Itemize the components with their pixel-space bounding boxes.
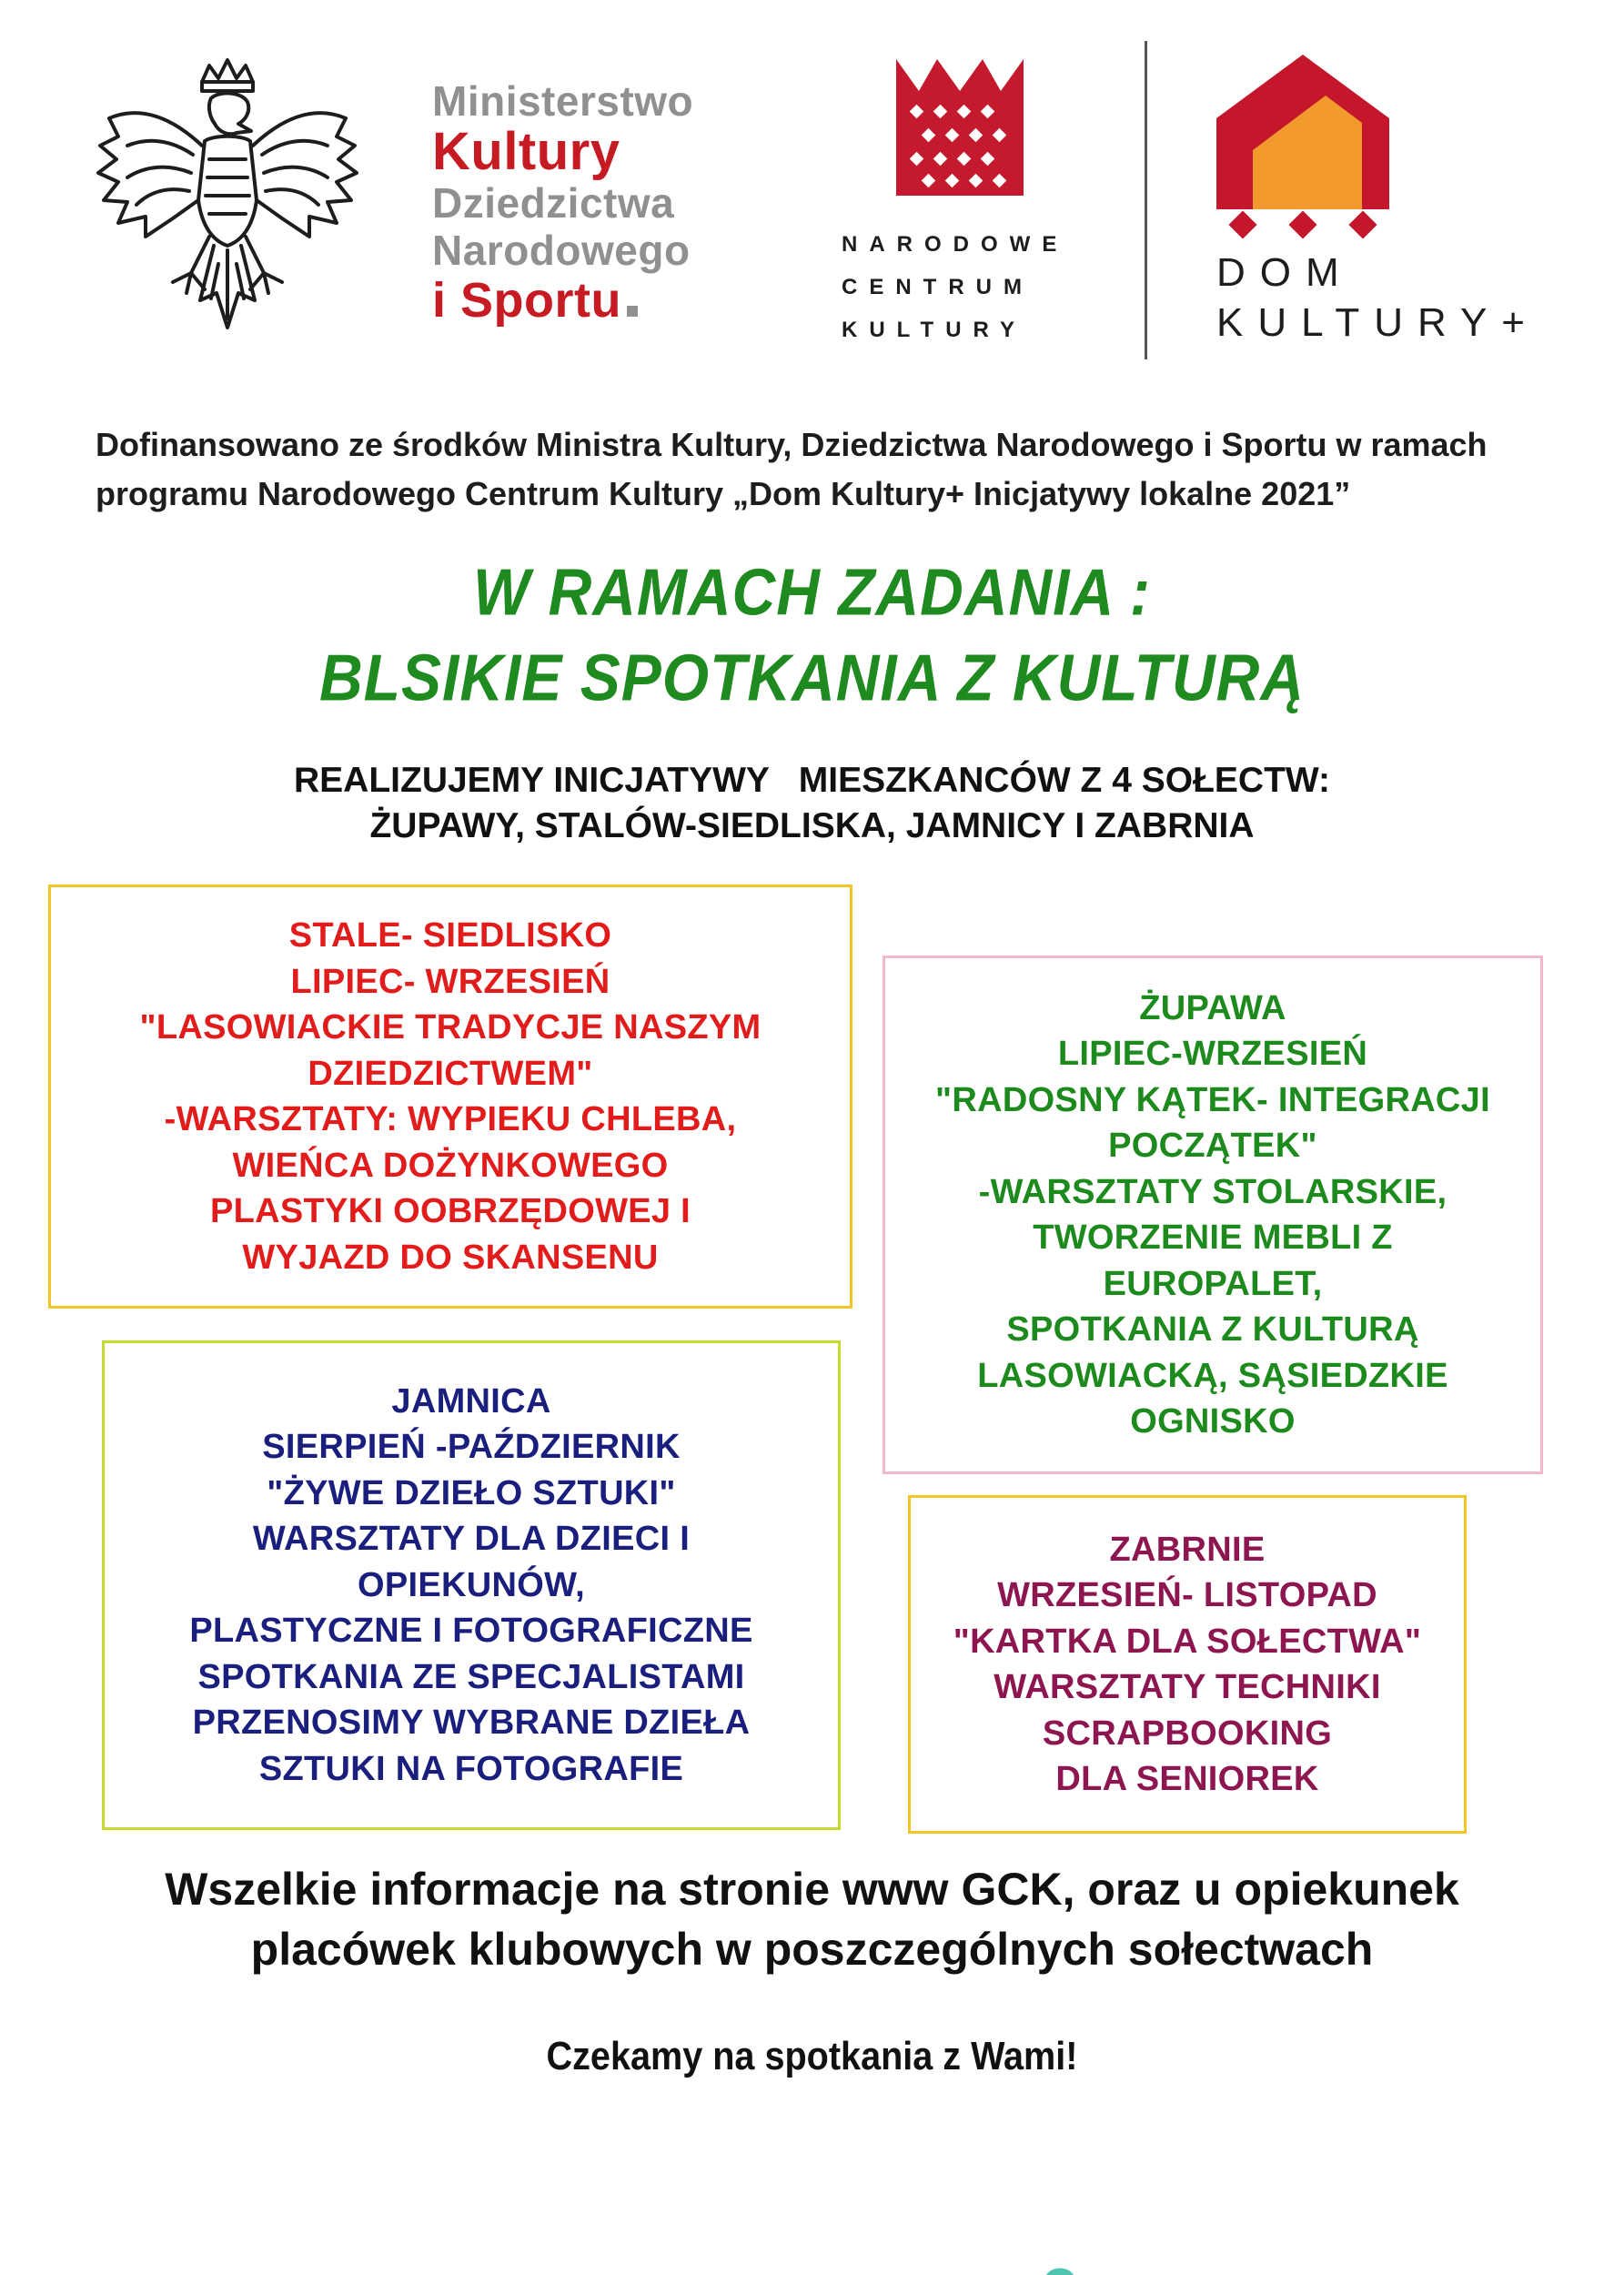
info-line-1: Wszelkie informacje na stronie www GCK, oraz u opiekunek	[165, 1864, 1459, 1915]
nck-text-line-3: KULTURY	[842, 318, 1026, 342]
box-line: "RADOSNY KĄTEK- INTEGRACJI	[935, 1080, 1490, 1119]
info-text	[0, 1859, 1624, 1979]
box-line: DLA SENIOREK	[1055, 1760, 1319, 1798]
box-line: "LASOWIACKIE TRADYCJE NASZYM	[139, 1008, 762, 1046]
box-line: SCRAPBOOKING	[1042, 1714, 1333, 1753]
box-zupawa	[883, 956, 1543, 1474]
box-zabrnie	[908, 1495, 1467, 1834]
box-line: STALE- SIEDLISKO	[288, 916, 612, 955]
box-line: SZTUKI NA FOTOGRAFIE	[258, 1749, 684, 1788]
box-line: POCZĄTEK"	[1108, 1127, 1317, 1165]
closing-text: Czekamy na spotkania z Wami!	[546, 2034, 1078, 2078]
dom-diamonds-icon	[1216, 207, 1389, 244]
box-line: OPIEKUNÓW,	[357, 1565, 586, 1604]
funding-line-1: Dofinansowano ze środków Ministra Kultury, Dziedzictwa Narodowego i Sportu w ramach	[96, 426, 1488, 463]
initiatives-heading-line-1: REALIZUJEMY INICJATYWY MIESZKANCÓW Z 4 SOŁECTW:	[294, 761, 1330, 800]
box-line: OGNISKO	[1130, 1402, 1296, 1441]
polish-eagle-emblem-icon	[91, 55, 364, 346]
dom-text-line-1: DOM	[1216, 250, 1354, 295]
task-title-line-1: W RAMACH ZADANIA :	[472, 554, 1152, 629]
box-line: TWORZENIE MEBLI Z	[1033, 1218, 1393, 1257]
box-line: "KARTKA DLA SOŁECTWA"	[953, 1622, 1422, 1661]
info-line-2: placówek klubowych w poszczególnych sołectwach	[250, 1924, 1374, 1975]
box-line: SPOTKANIA Z KULTURĄ	[1006, 1310, 1419, 1349]
box-line: WRZESIEŃ- LISTOPAD	[997, 1576, 1377, 1614]
initiatives-heading-line-2: ŻUPAWY, STALÓW-SIEDLISKA, JAMNICY I ZABRNIA	[369, 806, 1255, 845]
ministry-dot	[627, 306, 638, 317]
box-line: PLASTYKI OOBRZĘDOWEJ I	[209, 1192, 691, 1230]
ministry-line-4: Narodowego	[432, 227, 691, 274]
box-jamnica	[102, 1340, 841, 1830]
box-line: SIERPIEŃ -PAŹDZIERNIK	[262, 1428, 681, 1467]
box-line: PRZENOSIMY WYBRANE DZIEŁA	[192, 1704, 751, 1743]
task-title-line-2: BLSIKIE SPOTKANIA Z KULTURĄ	[319, 640, 1305, 714]
ministry-line-3: Dziedzictwa	[432, 179, 675, 227]
box-line: WYJAZD DO SKANSENU	[242, 1238, 659, 1277]
box-line: ZABRNIE	[1109, 1530, 1266, 1569]
funding-line-2: programu Narodowego Centrum Kultury „Dom Kultury+ Inicjatywy lokalne 2021”	[96, 475, 1351, 512]
box-line: "ŻYWE DZIEŁO SZTUKI"	[267, 1473, 676, 1512]
box-line: DZIEDZICTWEM"	[308, 1054, 593, 1093]
box-stale-siedlisko	[48, 885, 852, 1309]
ministry-line-2: Kultury	[432, 122, 620, 181]
ministry-logo	[432, 77, 814, 327]
box-line: JAMNICA	[391, 1381, 551, 1421]
box-line: ŻUPAWA	[1139, 988, 1286, 1027]
ministry-line-1: Ministerstwo	[432, 77, 694, 125]
box-line: LIPIEC- WRZESIEŃ	[290, 962, 610, 1001]
nck-text-line-2: CENTRUM	[842, 275, 1034, 299]
box-line: -WARSZTATY: WYPIEKU CHLEBA,	[164, 1100, 737, 1138]
funding-note	[96, 420, 1551, 519]
box-line: EUROPALET,	[1103, 1264, 1323, 1303]
box-line: SPOTKANIA ZE SPECJALISTAMI	[197, 1657, 745, 1696]
decorative-mark-icon	[1044, 2264, 1075, 2275]
box-line: LASOWIACKĄ, SĄSIEDZKIE	[977, 1356, 1448, 1395]
dom-text-line-2: KULTURY+	[1216, 300, 1540, 345]
dom-house-icon	[1216, 55, 1389, 209]
nck-text-line-1: NARODOWE	[842, 232, 1069, 257]
ministry-line-5: i Sportu	[432, 274, 814, 327]
box-line: WARSZTATY TECHNIKI	[994, 1668, 1381, 1706]
nck-crown-icon	[892, 59, 1028, 196]
box-line: -WARSZTATY STOLARSKIE,	[978, 1172, 1447, 1211]
box-line: WARSZTATY DLA DZIECI I	[252, 1520, 691, 1559]
box-line: LIPIEC-WRZESIEŃ	[1057, 1035, 1368, 1073]
box-line: PLASTYCZNE I FOTOGRAFICZNE	[189, 1612, 753, 1651]
box-line: WIEŃCA DOŻYNKOWEGO	[232, 1146, 669, 1185]
logo-divider	[1145, 41, 1147, 359]
